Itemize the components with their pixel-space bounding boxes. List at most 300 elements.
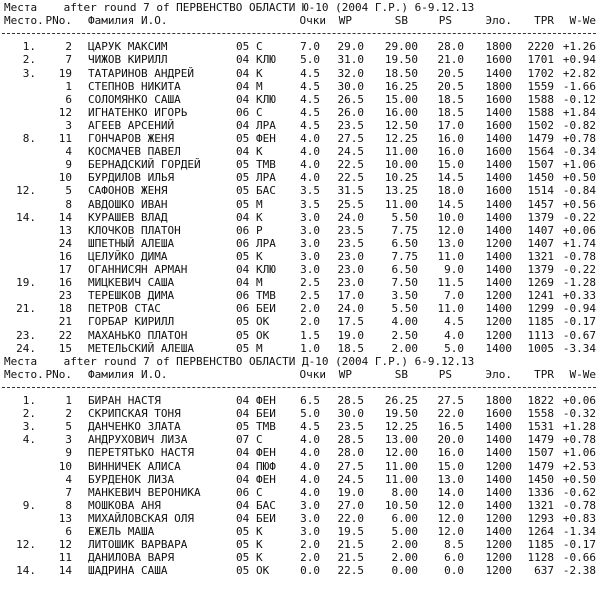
cell-place: 14. <box>16 564 36 578</box>
cell-ps: 17.0 <box>437 118 464 132</box>
cell-club: К <box>256 551 263 565</box>
section-title-text: Места after round 7 of ПЕРВЕНСТВО ОБЛАСТИ Д-10 (2004 Г.Р.) 6-9.12.13 <box>4 354 475 368</box>
table-row <box>0 302 600 315</box>
cell-ps: 16.0 <box>437 145 464 159</box>
header-sb: SB <box>394 14 408 28</box>
cell-wp: 21.5 <box>337 551 364 565</box>
cell-tpr: 1293 <box>527 511 554 525</box>
cell-pts: 3.5 <box>300 197 320 211</box>
cell-sb: 2.00 <box>391 538 418 552</box>
cell-pno: 14 <box>58 210 72 224</box>
cell-ps: 11.5 <box>437 276 464 290</box>
cell-yr: 06 <box>236 289 250 303</box>
header-place: Место. <box>4 14 44 28</box>
cell-tpr: 1113 <box>527 328 554 342</box>
cell-wwe: -0.78 <box>562 249 596 263</box>
cell-sb: 11.00 <box>384 145 418 159</box>
cell-sb: 10.25 <box>384 171 418 185</box>
header-elo: Эло. <box>485 367 512 381</box>
cell-name: ГОНЧАРОВ ЖЕНЯ <box>88 132 175 145</box>
cell-sb: 26.25 <box>384 394 418 407</box>
cell-pts: 4.5 <box>300 66 320 80</box>
cell-club: БАС <box>256 498 276 512</box>
cell-elo: 1800 <box>485 79 512 93</box>
cell-name: МАНКЕВИЧ ВЕРОНИКА <box>88 485 201 499</box>
cell-name: СТЕПНОВ НИКИТА <box>88 79 181 93</box>
table-row <box>0 551 600 564</box>
cell-name: ГОРБАР КИРИЛЛ <box>88 315 175 329</box>
table-row <box>0 486 600 499</box>
cell-wp: 23.5 <box>337 223 364 237</box>
cell-wp: 27.5 <box>337 459 364 473</box>
cell-club: С <box>256 433 263 447</box>
table-row <box>0 224 600 237</box>
cell-name: ВИННИЧЕК АЛИСА <box>88 459 181 473</box>
cell-club: М <box>256 79 263 93</box>
cell-place: 12. <box>16 184 36 198</box>
cell-yr: 06 <box>236 223 250 237</box>
cell-ps: 4.5 <box>444 315 464 329</box>
cell-yr: 05 <box>236 328 250 342</box>
cell-pts: 3.0 <box>300 498 320 512</box>
cell-club: К <box>256 525 263 538</box>
cell-elo: 1200 <box>485 551 512 565</box>
cell-ps: 12.0 <box>437 223 464 237</box>
cell-tpr: 1822 <box>527 394 554 407</box>
cell-pno: 3 <box>65 118 72 132</box>
cell-wp: 22.0 <box>337 511 364 525</box>
cell-tpr: 1701 <box>527 53 554 67</box>
cell-wwe: -0.66 <box>562 551 596 565</box>
cell-pts: 5.0 <box>300 407 320 421</box>
cell-club: К <box>256 210 263 224</box>
cell-pno: 16 <box>58 249 72 263</box>
cell-wwe: -0.67 <box>562 328 596 342</box>
cell-yr: 05 <box>236 158 250 172</box>
cell-wp: 22.5 <box>337 158 364 172</box>
cell-yr: 05 <box>236 551 250 565</box>
cell-wwe: +0.33 <box>562 289 596 303</box>
cell-club: К <box>256 145 263 159</box>
header-ps: PS <box>438 14 452 28</box>
cell-pno: 12 <box>58 105 72 119</box>
cell-pts: 2.0 <box>300 538 320 552</box>
cell-yr: 04 <box>236 276 250 290</box>
cell-pno: 8 <box>65 197 72 211</box>
cell-wwe: +1.28 <box>562 420 596 434</box>
cell-sb: 6.00 <box>391 511 418 525</box>
cell-elo: 1400 <box>485 341 512 355</box>
cell-elo: 1400 <box>485 302 512 316</box>
cell-yr: 07 <box>236 433 250 447</box>
cell-club: ФЕН <box>256 446 276 460</box>
cell-tpr: 1588 <box>527 105 554 119</box>
cell-pno: 1 <box>65 79 72 93</box>
cell-club: К <box>256 538 263 552</box>
table-row <box>0 93 600 106</box>
cell-name: КУРАШЕВ ВЛАД <box>88 210 168 224</box>
cell-yr: 04 <box>236 459 250 473</box>
cell-elo: 1400 <box>485 263 512 276</box>
cell-elo: 1400 <box>485 197 512 211</box>
cell-sb: 0.00 <box>391 564 418 578</box>
cell-place: 9. <box>22 498 36 512</box>
cell-yr: 04 <box>236 210 250 224</box>
table-row <box>0 171 600 184</box>
cell-wwe: -0.84 <box>562 184 596 198</box>
cell-club: ОК <box>256 315 270 329</box>
cell-wp: 30.0 <box>337 407 364 421</box>
cell-yr: 05 <box>236 249 250 263</box>
cell-pno: 11 <box>58 551 72 565</box>
cell-club: ЛРА <box>256 236 276 250</box>
dashed-separator <box>2 33 596 34</box>
header-wp: WP <box>338 14 352 28</box>
table-row <box>0 420 600 433</box>
cell-pno: 11 <box>58 132 72 145</box>
cell-wp: 17.5 <box>337 315 364 329</box>
cell-pts: 3.0 <box>300 210 320 224</box>
header-wwe: W-We <box>569 367 596 381</box>
cell-sb: 5.00 <box>391 525 418 538</box>
cell-elo: 1400 <box>485 420 512 434</box>
cell-sb: 12.00 <box>384 446 418 460</box>
cell-wwe: -0.22 <box>562 210 596 224</box>
cell-wwe: +1.74 <box>562 236 596 250</box>
cell-club: ЛРА <box>256 171 276 185</box>
header-pts: Очки <box>299 14 326 28</box>
cell-place: 23. <box>16 328 36 342</box>
cell-ps: 18.0 <box>437 184 464 198</box>
cell-club: БЕИ <box>256 302 276 316</box>
cell-yr: 05 <box>236 184 250 198</box>
cell-sb: 5.50 <box>391 302 418 316</box>
cell-pts: 6.5 <box>300 394 320 407</box>
header-wwe: W-We <box>569 14 596 28</box>
cell-pno: 15 <box>58 341 72 355</box>
cell-pno: 7 <box>65 53 72 67</box>
cell-wwe: +1.26 <box>562 40 596 54</box>
cell-club: С <box>256 105 263 119</box>
cell-wp: 23.5 <box>337 236 364 250</box>
cell-elo: 1400 <box>485 498 512 512</box>
cell-wwe: -0.82 <box>562 118 596 132</box>
cell-tpr: 1299 <box>527 302 554 316</box>
cell-tpr: 1321 <box>527 249 554 263</box>
column-header-row <box>0 14 600 27</box>
cell-ps: 12.0 <box>437 498 464 512</box>
table-row <box>0 289 600 302</box>
cell-sb: 19.50 <box>384 53 418 67</box>
cell-pts: 3.0 <box>300 236 320 250</box>
cell-pno: 4 <box>65 472 72 486</box>
column-header-row <box>0 368 600 381</box>
cell-sb: 18.50 <box>384 66 418 80</box>
cell-elo: 1200 <box>485 315 512 329</box>
cell-name: ЧИЖОВ КИРИЛЛ <box>88 53 168 67</box>
cell-name: ЦЕЛУЙКО ДИМА <box>88 249 168 263</box>
cell-place: 3. <box>22 66 36 80</box>
cell-club: БАС <box>256 184 276 198</box>
cell-name: АВДОШКО ИВАН <box>88 197 168 211</box>
cell-name: ПЕТРОВ СТАС <box>88 302 161 316</box>
cell-wp: 23.0 <box>337 249 364 263</box>
cell-elo: 1400 <box>485 223 512 237</box>
cell-wp: 31.0 <box>337 53 364 67</box>
cell-place: 12. <box>16 538 36 552</box>
cell-yr: 05 <box>236 40 250 54</box>
cell-name: ТАТАРИНОВ АНДРЕЙ <box>88 66 194 80</box>
table-row <box>0 67 600 80</box>
cell-wp: 28.5 <box>337 394 364 407</box>
cell-pno: 6 <box>65 92 72 106</box>
cell-wp: 22.5 <box>337 564 364 578</box>
header-wp: WP <box>338 367 352 381</box>
cell-tpr: 1264 <box>527 525 554 538</box>
table-row <box>0 250 600 263</box>
cell-wp: 32.0 <box>337 66 364 80</box>
cell-pts: 4.0 <box>300 433 320 447</box>
cell-yr: 05 <box>236 420 250 434</box>
cell-place: 1. <box>22 40 36 54</box>
cell-sb: 11.00 <box>384 197 418 211</box>
cell-pts: 5.0 <box>300 53 320 67</box>
cell-ps: 27.5 <box>437 394 464 407</box>
cell-name: СКРИПСКАЯ ТОНЯ <box>88 407 181 421</box>
cell-ps: 14.0 <box>437 485 464 499</box>
cell-pno: 23 <box>58 289 72 303</box>
cell-pts: 4.5 <box>300 105 320 119</box>
cell-name: ИГНАТЕНКО ИГОРЬ <box>88 105 188 119</box>
cell-ps: 12.0 <box>437 525 464 538</box>
table-row <box>0 433 600 446</box>
cell-wp: 23.0 <box>337 276 364 290</box>
cell-elo: 1200 <box>485 564 512 578</box>
cell-sb: 2.00 <box>391 341 418 355</box>
cell-tpr: 1128 <box>527 551 554 565</box>
cell-name: БЕРНАДСКИЙ ГОРДЕЙ <box>88 158 201 172</box>
cell-ps: 20.0 <box>437 433 464 447</box>
cell-sb: 29.00 <box>384 40 418 54</box>
cell-wwe: +1.06 <box>562 158 596 172</box>
cell-pts: 4.0 <box>300 485 320 499</box>
cell-tpr: 1450 <box>527 171 554 185</box>
table-row <box>0 538 600 551</box>
cell-yr: 04 <box>236 498 250 512</box>
cell-name: ОГАННИСЯН АРМАН <box>88 263 188 276</box>
cell-ps: 13.0 <box>437 472 464 486</box>
cell-place: 4. <box>22 433 36 447</box>
cell-yr: 04 <box>236 53 250 67</box>
cell-ps: 4.0 <box>444 328 464 342</box>
cell-pno: 18 <box>58 302 72 316</box>
cell-sb: 7.75 <box>391 223 418 237</box>
cell-tpr: 1502 <box>527 118 554 132</box>
cell-wp: 19.0 <box>337 328 364 342</box>
cell-wp: 27.0 <box>337 498 364 512</box>
cell-pts: 2.0 <box>300 315 320 329</box>
table-row <box>0 80 600 93</box>
cell-wwe: +1.06 <box>562 446 596 460</box>
cell-sb: 10.50 <box>384 498 418 512</box>
cell-place: 2. <box>22 407 36 421</box>
cell-elo: 1400 <box>485 446 512 460</box>
cell-name: МАХАНЬКО ПЛАТОН <box>88 328 188 342</box>
cell-name: КЛОЧКОВ ПЛАТОН <box>88 223 181 237</box>
cell-ps: 18.5 <box>437 92 464 106</box>
cell-wp: 30.0 <box>337 79 364 93</box>
cell-wwe: -0.62 <box>562 485 596 499</box>
cell-elo: 1600 <box>485 184 512 198</box>
dashed-separator <box>2 387 596 388</box>
cell-tpr: 1241 <box>527 289 554 303</box>
table-row <box>0 276 600 289</box>
table-row <box>0 211 600 224</box>
cell-pno: 2 <box>65 407 72 421</box>
cell-tpr: 2220 <box>527 40 554 54</box>
cell-elo: 1400 <box>485 132 512 145</box>
header-tpr: TPR <box>534 14 554 28</box>
table-row <box>0 473 600 486</box>
cell-pno: 8 <box>65 498 72 512</box>
cell-club: ОК <box>256 564 270 578</box>
cell-sb: 12.50 <box>384 118 418 132</box>
cell-place: 21. <box>16 302 36 316</box>
cell-tpr: 1479 <box>527 132 554 145</box>
cell-yr: 04 <box>236 472 250 486</box>
header-ps: PS <box>438 367 452 381</box>
cell-yr: 04 <box>236 118 250 132</box>
cell-club: ФЕН <box>256 132 276 145</box>
cell-tpr: 1005 <box>527 341 554 355</box>
cell-sb: 3.50 <box>391 289 418 303</box>
cell-wwe: +0.50 <box>562 472 596 486</box>
cell-wwe: -0.22 <box>562 263 596 276</box>
table-row <box>0 40 600 53</box>
cell-name: БУРДИЛОВ ИЛЬЯ <box>88 171 175 185</box>
header-pts: Очки <box>299 367 326 381</box>
cell-sb: 2.50 <box>391 328 418 342</box>
cell-wwe: +1.84 <box>562 105 596 119</box>
cell-wwe: -2.38 <box>562 564 596 578</box>
cell-club: КЛЮ <box>256 263 276 276</box>
header-pno: PNo. <box>45 14 72 28</box>
cell-pts: 4.5 <box>300 118 320 132</box>
cell-pno: 10 <box>58 459 72 473</box>
cell-yr: 04 <box>236 407 250 421</box>
table-row <box>0 460 600 473</box>
header-place: Место. <box>4 367 44 381</box>
cell-pno: 3 <box>65 433 72 447</box>
cell-pts: 4.0 <box>300 459 320 473</box>
cell-elo: 1400 <box>485 210 512 224</box>
cell-sb: 4.00 <box>391 315 418 329</box>
cell-ps: 28.0 <box>437 40 464 54</box>
cell-elo: 1400 <box>485 66 512 80</box>
cell-pts: 2.5 <box>300 289 320 303</box>
cell-elo: 1400 <box>485 249 512 263</box>
cell-pno: 12 <box>58 538 72 552</box>
cell-sb: 2.00 <box>391 551 418 565</box>
cell-club: ФЕН <box>256 472 276 486</box>
cell-yr: 04 <box>236 263 250 276</box>
cell-club: БЕИ <box>256 407 276 421</box>
cell-pts: 4.5 <box>300 79 320 93</box>
cell-pno: 14 <box>58 564 72 578</box>
cell-ps: 12.0 <box>437 511 464 525</box>
cell-wp: 19.5 <box>337 525 364 538</box>
cell-pts: 3.0 <box>300 223 320 237</box>
cell-sb: 7.75 <box>391 249 418 263</box>
cell-wp: 28.0 <box>337 446 364 460</box>
cell-wwe: +0.94 <box>562 53 596 67</box>
cell-wp: 28.5 <box>337 433 364 447</box>
cell-wp: 22.5 <box>337 171 364 185</box>
cell-name: МЕТЕЛЬСКИЙ АЛЕША <box>88 341 194 355</box>
cell-tpr: 1321 <box>527 498 554 512</box>
cell-yr: 05 <box>236 525 250 538</box>
cell-ps: 20.5 <box>437 66 464 80</box>
cell-pts: 4.5 <box>300 92 320 106</box>
table-row <box>0 499 600 512</box>
cell-wp: 26.5 <box>337 92 364 106</box>
cell-yr: 05 <box>236 132 250 145</box>
cell-elo: 1200 <box>485 459 512 473</box>
cell-pno: 1 <box>65 394 72 407</box>
cell-wwe: -0.32 <box>562 407 596 421</box>
cell-place: 19. <box>16 276 36 290</box>
cell-ps: 6.0 <box>444 551 464 565</box>
table-row <box>0 158 600 171</box>
cell-club: С <box>256 40 263 54</box>
cell-wp: 24.5 <box>337 472 364 486</box>
cell-pts: 4.5 <box>300 420 320 434</box>
cell-tpr: 1336 <box>527 485 554 499</box>
cell-tpr: 1564 <box>527 145 554 159</box>
cell-yr: 06 <box>236 302 250 316</box>
cell-pno: 5 <box>65 420 72 434</box>
cell-pno: 2 <box>65 40 72 54</box>
cell-wwe: -1.34 <box>562 525 596 538</box>
cell-tpr: 1479 <box>527 433 554 447</box>
cell-name: САФОНОВ ЖЕНЯ <box>88 184 168 198</box>
cell-tpr: 1531 <box>527 420 554 434</box>
cell-name: ШАДРИНА САША <box>88 564 168 578</box>
cell-pno: 6 <box>65 525 72 538</box>
cell-elo: 1400 <box>485 525 512 538</box>
cell-name: БУРДЕНОК ЛИЗА <box>88 472 175 486</box>
cell-ps: 11.0 <box>437 302 464 316</box>
cell-sb: 10.00 <box>384 158 418 172</box>
cell-pno: 13 <box>58 223 72 237</box>
cell-pno: 17 <box>58 263 72 276</box>
cell-ps: 16.0 <box>437 446 464 460</box>
cell-yr: 04 <box>236 511 250 525</box>
cell-wwe: -3.34 <box>562 341 596 355</box>
cell-pno: 16 <box>58 276 72 290</box>
cell-ps: 16.5 <box>437 420 464 434</box>
cell-ps: 13.0 <box>437 236 464 250</box>
cell-yr: 05 <box>236 538 250 552</box>
cell-club: К <box>256 66 263 80</box>
header-name: Фамилия И.О. <box>88 14 168 28</box>
cell-yr: 04 <box>236 145 250 159</box>
cell-yr: 06 <box>236 485 250 499</box>
cell-wp: 23.5 <box>337 420 364 434</box>
table-row <box>0 512 600 525</box>
cell-yr: 05 <box>236 171 250 185</box>
cell-club: КЛЮ <box>256 53 276 67</box>
